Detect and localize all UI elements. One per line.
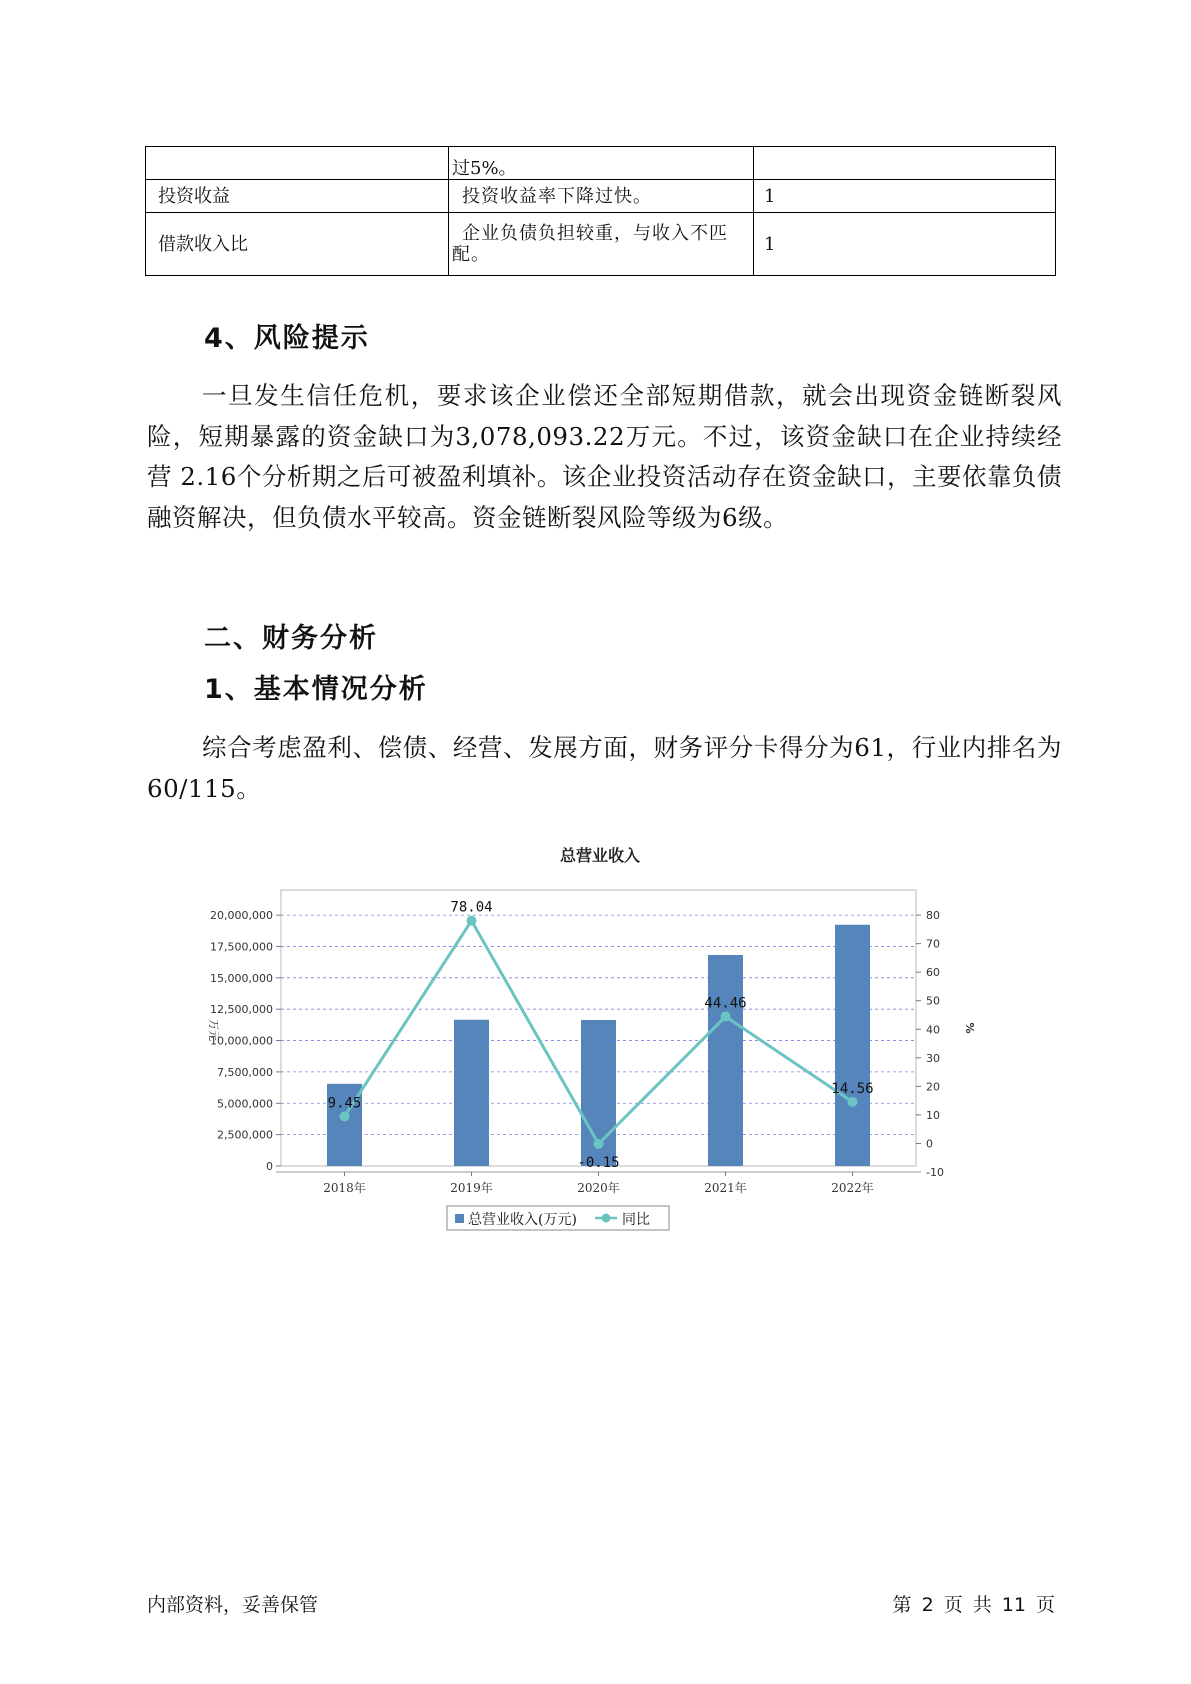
- y2-tick-label: 20: [926, 1080, 940, 1094]
- footer-page-number: 第 2 页 共 11 页: [892, 1594, 1055, 1616]
- x-tick-label: 2022年: [831, 1181, 874, 1195]
- yoy-point: [594, 1139, 604, 1149]
- y2-tick-label: 60: [926, 966, 940, 980]
- y-tick-label: 10,000,000: [210, 1034, 273, 1048]
- basic-analysis-heading: 1、基本情况分析: [204, 674, 428, 705]
- risk-heading: 4、风险提示: [204, 323, 370, 354]
- y2-tick-label: 70: [926, 937, 940, 951]
- y2-tick-label: 40: [926, 1023, 940, 1037]
- table-cell-item: [146, 147, 449, 180]
- x-tick-label: 2018年: [323, 1181, 366, 1195]
- y2-axis-label: %: [963, 1022, 976, 1034]
- revenue-bar: [708, 955, 743, 1166]
- table-cell-item: 借款收入比: [146, 213, 449, 276]
- legend-line-label: 同比: [622, 1212, 650, 1228]
- table-cell-score: 1: [754, 213, 1056, 276]
- table-cell-score: 1: [754, 180, 1056, 213]
- table-cell-score: [754, 147, 1056, 180]
- x-tick-label: 2019年: [450, 1181, 493, 1195]
- revenue-bar: [835, 925, 870, 1166]
- bar-series: [327, 925, 870, 1166]
- yoy-point: [467, 916, 477, 926]
- y-tick-label: 20,000,000: [210, 909, 273, 923]
- legend-bar-swatch: [455, 1214, 464, 1223]
- footer-confidential-note: 内部资料，妥善保管: [147, 1594, 319, 1616]
- y-tick-label: 17,500,000: [210, 940, 273, 954]
- table-row: [146, 180, 1056, 213]
- yoy-point: [340, 1111, 350, 1121]
- financial-analysis-heading: 二、财务分析: [204, 623, 378, 654]
- revenue-chart: [180, 835, 980, 1305]
- y2-tick-label: -10: [926, 1166, 944, 1179]
- yoy-data-label: 14.56: [831, 1080, 874, 1097]
- y2-tick-label: 30: [926, 1051, 940, 1065]
- table-cell-desc: 投资收益率下降过快。: [449, 180, 754, 213]
- legend-line-marker: [602, 1214, 611, 1223]
- table-cell-desc: 过5%。: [449, 147, 754, 180]
- y2-tick-label: 10: [926, 1108, 940, 1122]
- table-row: [146, 213, 1056, 276]
- table-row: [146, 147, 1056, 180]
- y-tick-label: 5,000,000: [217, 1097, 273, 1111]
- y-tick-label: 7,500,000: [217, 1065, 273, 1079]
- yoy-data-label: -0.15: [577, 1154, 620, 1171]
- basic-analysis-paragraph: 综合考虑盈利、偿债、经营、发展方面，财务评分卡得分为61，行业内排名为60/115。: [147, 733, 1062, 803]
- chart-title: 总营业收入: [559, 846, 641, 865]
- x-tick-label: 2021年: [704, 1181, 747, 1195]
- y-tick-label: 2,500,000: [217, 1128, 273, 1142]
- yoy-point: [848, 1097, 858, 1107]
- revenue-chart-svg: [180, 835, 980, 1305]
- y2-tick-label: 50: [926, 994, 940, 1008]
- x-tick-label: 2020年: [577, 1181, 620, 1195]
- y-tick-label: 0: [266, 1160, 273, 1173]
- yoy-data-label: 78.04: [450, 899, 493, 916]
- axis-layer: [210, 909, 944, 1195]
- yoy-point: [721, 1012, 731, 1022]
- risk-items-table: [145, 146, 1056, 276]
- y-tick-label: 12,500,000: [210, 1003, 273, 1017]
- table-cell-desc: 企业负债负担较重，与收入不匹配。: [449, 213, 754, 276]
- y2-tick-label: 80: [926, 909, 940, 923]
- y2-tick-label: 0: [926, 1137, 933, 1151]
- chart-legend: [447, 1206, 669, 1230]
- risk-paragraph: 一旦发生信任危机，要求该企业偿还全部短期借款，就会出现资金链断裂风险，短期暴露的资金缺口为3,078,093.22万元。不过，该资金缺口在企业持续经营 2.16个分析期之后可被盈利填补。该企业投资活动存在资金缺口，主要依靠负债融资解决，但负债水平较高。资金链断裂风险等级为6级。: [147, 381, 1062, 532]
- y-tick-label: 15,000,000: [210, 971, 273, 985]
- yoy-data-label: 9.45: [327, 1095, 362, 1112]
- revenue-bar: [454, 1020, 489, 1166]
- legend-bar-label: 总营业收入(万元): [468, 1212, 577, 1228]
- y-axis-label: 万元: [207, 1019, 220, 1041]
- yoy-data-label: 44.46: [704, 995, 747, 1012]
- table-cell-item: 投资收益: [146, 180, 449, 213]
